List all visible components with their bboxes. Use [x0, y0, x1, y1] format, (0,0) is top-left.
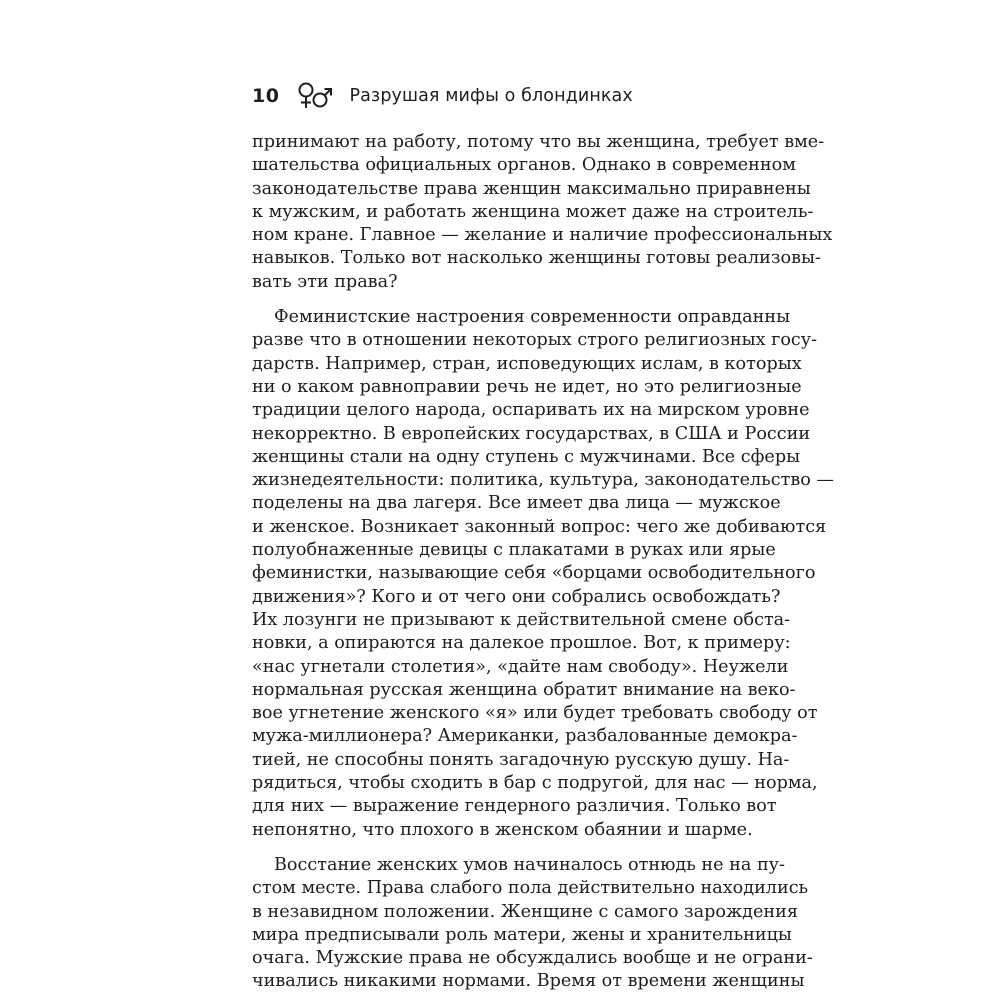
- paragraph: [252, 306, 835, 842]
- text-line: в незавидном положении. Женщине с самого зарождения: [252, 901, 798, 922]
- text-line: рядиться, чтобы сходить в бар с подругой, для нас — норма,: [252, 773, 818, 794]
- text-line: разве что в отношении некоторых строго религиозных госу-: [252, 330, 818, 351]
- text-line: «нас угнетали столетия», «дайте нам свободу». Неужели: [252, 656, 789, 677]
- text-line: Восстание женских умов начиналось отнюдь не на пу-: [274, 854, 785, 875]
- text-line: некорректно. В европейских государствах, в США и России: [252, 423, 811, 444]
- text-line: феминистки, называющие себя «борцами освободительного: [252, 563, 816, 584]
- text-line: ни о каком равноправии речь не идет, но это религиозные: [252, 376, 802, 397]
- text-line: навыков. Только вот насколько женщины готовы реализовы-: [252, 248, 821, 269]
- text-line: принимают на работу, потому что вы женщина, требует вме-: [252, 132, 825, 152]
- paragraph: [252, 854, 813, 994]
- text-line: для них — выражение гендерного различия. Только вот: [252, 796, 777, 817]
- text-line: стом месте. Права слабого пола действительно находились: [252, 878, 809, 899]
- text-line: движения»? Кого и от чего они собрались освобождать?: [252, 586, 781, 607]
- page-number: 10: [252, 85, 280, 107]
- text-line: законодательстве права женщин максимально приравнены: [252, 178, 811, 199]
- text-line: дарств. Например, стран, исповедующих ислам, в которых: [252, 353, 802, 374]
- text-line: очага. Мужские права не обсуждались вообще и не ограни-: [252, 948, 813, 969]
- text-line: поделены на два лагеря. Все имеет два лица — мужское: [252, 493, 781, 514]
- text-line: жизнедеятельности: политика, культура, законодательство —: [252, 470, 835, 491]
- text-line: ном кране. Главное — желание и наличие профессиональных: [252, 225, 833, 246]
- female-male-symbols-icon: [297, 81, 333, 111]
- text-line: Их лозунги не призывают к действительной смене обста-: [252, 609, 791, 630]
- text-line: полуобнаженные девицы с плакатами в руках или ярые: [252, 540, 776, 561]
- text-line: и женское. Возникает законный вопрос: чего же добиваются: [252, 516, 827, 537]
- text-line: тией, не способны понять загадочную русскую душу. На-: [252, 749, 790, 770]
- paragraph: [252, 131, 833, 294]
- text-line: непонятно, что плохого в женском обаянии и шарме.: [252, 819, 753, 840]
- running-title: Разрушая мифы о блондинках: [349, 86, 633, 106]
- text-line: мира предписывали роль матери, жены и хранительницы: [252, 924, 792, 945]
- body-text: [252, 131, 835, 994]
- text-line: чивались никакими нормами. Время от времени женщины: [252, 971, 805, 992]
- text-line: шательства официальных органов. Однако в современном: [252, 155, 796, 176]
- running-head: [252, 78, 633, 114]
- text-line: вое угнетение женского «я» или будет требовать свободу от: [252, 703, 818, 724]
- text-line: новки, а опираются на далекое прошлое. Вот, к примеру:: [252, 633, 791, 654]
- text-line: мужа-миллионера? Американки, разбалованные демокра-: [252, 726, 798, 747]
- text-line: женщины стали на одну ступень с мужчинами. Все сферы: [252, 446, 801, 467]
- text-line: Феминистские настроения современности оправданны: [274, 307, 791, 328]
- text-line: традиции целого народа, оспаривать их на мирском уровне: [252, 400, 810, 421]
- text-line: вать эти права?: [252, 271, 398, 292]
- text-line: к мужским, и работать женщина может даже на строитель-: [252, 201, 814, 222]
- text-line: нормальная русская женщина обратит внимание на веко-: [252, 679, 796, 700]
